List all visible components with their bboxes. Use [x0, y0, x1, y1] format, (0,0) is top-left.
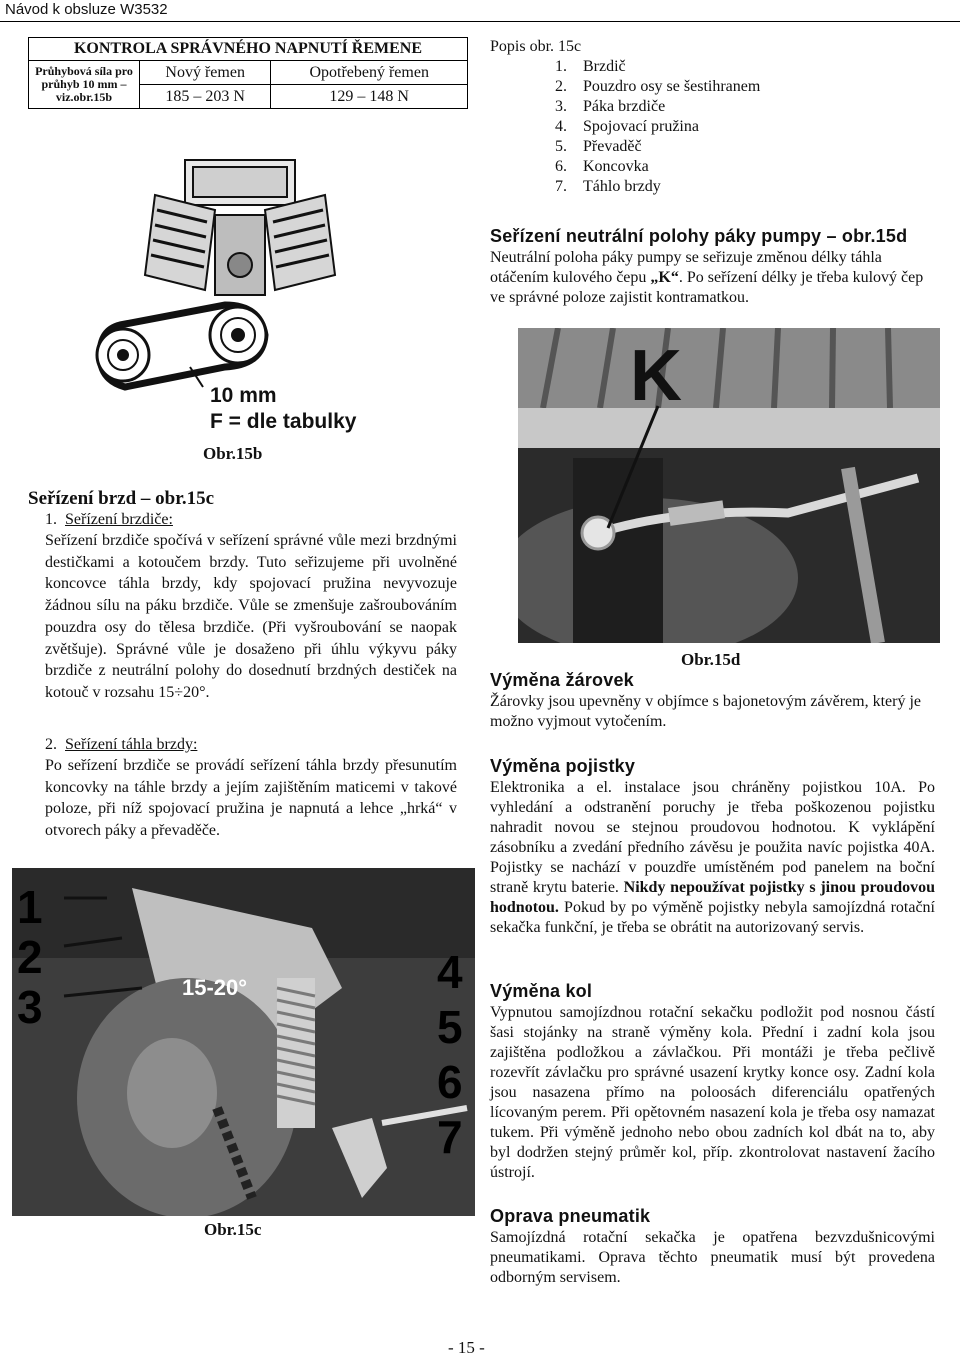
brake-step-2-body: Po seřízení brzdiče se provádí seřízení táhla brzdy přesunutím koncovky na táhle brzdy a jejím zajištěním maticemi v takové poloze, při níž spojovací pružina je napnutá a lehce „hrká“ v otvorech páky a převaděče.: [45, 757, 457, 840]
legend-item: 4. Spojovací pružina: [555, 118, 699, 135]
figure-15d-caption: Obr.15d: [681, 650, 741, 669]
fuse-heading: Výměna pojistky: [490, 756, 636, 776]
belt-tension-table: [28, 37, 468, 109]
tyres-body: Samojízdná rotační sekačka je opatřena bezvzdušnicovými pneumatikami. Oprava těchto pneumatik musí být provedena odborným servisem.: [490, 1229, 935, 1286]
figure-15c-caption: Obr.15c: [204, 1220, 262, 1239]
callout-5: 5: [437, 1001, 463, 1053]
callout-2: 2: [17, 931, 43, 983]
tyres-heading: Oprava pneumatik: [490, 1206, 651, 1226]
fuse-body: Elektronika a el. instalace jsou chráněny pojistkou 10A. Po vyhledání a odstranění poruchy je třeba poškozenou pojistku nahradit novou se stejnou proudovou hodnotou. K vyklápění zásobníku a zvedání předního závěsu je použita navíc pojistka 40A. Pojistky se nachází v pouzdře umístěném pod panelem na boční straně krytu baterie. Nikdy nepoužívat pojistky s jinou proudovou hodnotou. Pokud by po výměně pojistky nebyla samojízdná rotační sekačka funkční, je třeba se obrátit na autorizovaný servis.: [490, 779, 936, 936]
wheels-body: Vypnutou samojízdnou rotační sekačku podložit pod nosnou částí šasi stojánky na straně výměny kola. Přední i zadní kola jsou zajištěna podložkou a závlačkou. Při montáži je třeba pečlivě rozevřít závlačku pro správné usazení krytky konce osy. Zadní kola jsou nasazena přímo na poloosách diferenciálu opatřených lícovaným perem. Při opětovném nasazení kola je třeba osy namazat tukem. Při výměně jednoho nebo obou zadních kol dbát na to, aby byl dodržen stejný průměr kol, příp. zkontrolovat nastavení žacího ústrojí.: [490, 1004, 935, 1181]
bulbs-body: Žárovky jsou upevněny v objímce s bajonetovým závěrem, který je možno vyjmout vytočením.: [490, 693, 921, 730]
legend-item: 3. Páka brzdiče: [555, 98, 666, 115]
col-new-belt: Nový řemen: [140, 61, 271, 85]
neutral-body: Neutrální poloha páky pumpy se seřizuje změnou délky táhla otáčením kulového čepu „K“. Po seřízení délky je třeba kulový čep ve správné poloze zajistit kontramatkou.: [490, 249, 924, 306]
brake-step-2-title: 2. Seřízení táhla brzdy:: [45, 736, 198, 753]
callout-4: 4: [437, 946, 463, 998]
legend-item: 2. Pouzdro osy se šestihranem: [555, 78, 761, 95]
table-row-label: Průhybová síla pro průhyb 10 mm – viz.obr.15b: [29, 61, 140, 109]
callout-6: 6: [437, 1056, 463, 1108]
ball-joint-photo: [518, 328, 940, 643]
manual-title: Návod k obsluze W3532: [5, 1, 168, 18]
figure-15b-caption: Obr.15b: [203, 444, 263, 463]
figure-15d: [518, 328, 940, 643]
engine-belt-drawing: [85, 155, 385, 440]
brake-step-1-body: Seřízení brzdiče spočívá v seřízení správné vůle mezi brzdnými destičkami a kotoučem brzdy. Tuto seřizujeme při uvolněné koncovce táhla brzdy, kdy spojovací pružina nevyvozuje žádnou sílu na páku brzdiče. Vůle se zmenšuje zašroubováním pouzdra osy do tělesa brzdiče. (Při vyšroubování se naopak zvětšuje). Správné vůle je dosaženo při úhlu výkyvu páky brzdiče z neutrální polohy do dosednutí brzdných destiček na kotouč v rozsahu 15÷20°.: [45, 532, 457, 701]
force-label: F = dle tabulky: [210, 410, 357, 433]
legend-item: 7. Táhlo brzdy: [555, 178, 661, 195]
callout-1: 1: [17, 881, 43, 933]
deflection-label: 10 mm: [210, 384, 277, 407]
brake-photo: [12, 868, 475, 1216]
ball-joint-label: K: [630, 336, 682, 416]
page-header: [0, 0, 960, 22]
legend-list: [555, 57, 760, 197]
page-number: - 15 -: [448, 1338, 485, 1357]
header-rule: [0, 21, 960, 22]
col-used-belt: Opotřebený řemen: [271, 61, 468, 85]
figure-15b: [85, 155, 385, 440]
callout-3: 3: [17, 981, 43, 1033]
legend-item: 1. Brzdič: [555, 58, 626, 75]
neutral-heading: Seřízení neutrální polohy páky pumpy – obr.15d: [490, 226, 908, 246]
legend-title: Popis obr. 15c: [490, 38, 582, 55]
angle-label: 15-20°: [182, 975, 248, 1000]
table-title: KONTROLA SPRÁVNÉHO NAPNUTÍ ŘEMENE: [29, 38, 468, 61]
bulbs-heading: Výměna žárovek: [490, 670, 634, 690]
value-used-belt: 129 – 148 N: [271, 85, 468, 109]
brakes-heading: Seřízení brzd – obr.15c: [28, 488, 215, 509]
callout-7: 7: [437, 1111, 463, 1163]
figure-15c: [12, 868, 475, 1216]
value-new-belt: 185 – 203 N: [140, 85, 271, 109]
legend-item: 6. Koncovka: [555, 158, 649, 175]
wheels-heading: Výměna kol: [490, 981, 593, 1001]
brake-step-1-title: 1. Seřízení brzdiče:: [45, 511, 173, 528]
legend-item: 5. Převaděč: [555, 138, 642, 155]
